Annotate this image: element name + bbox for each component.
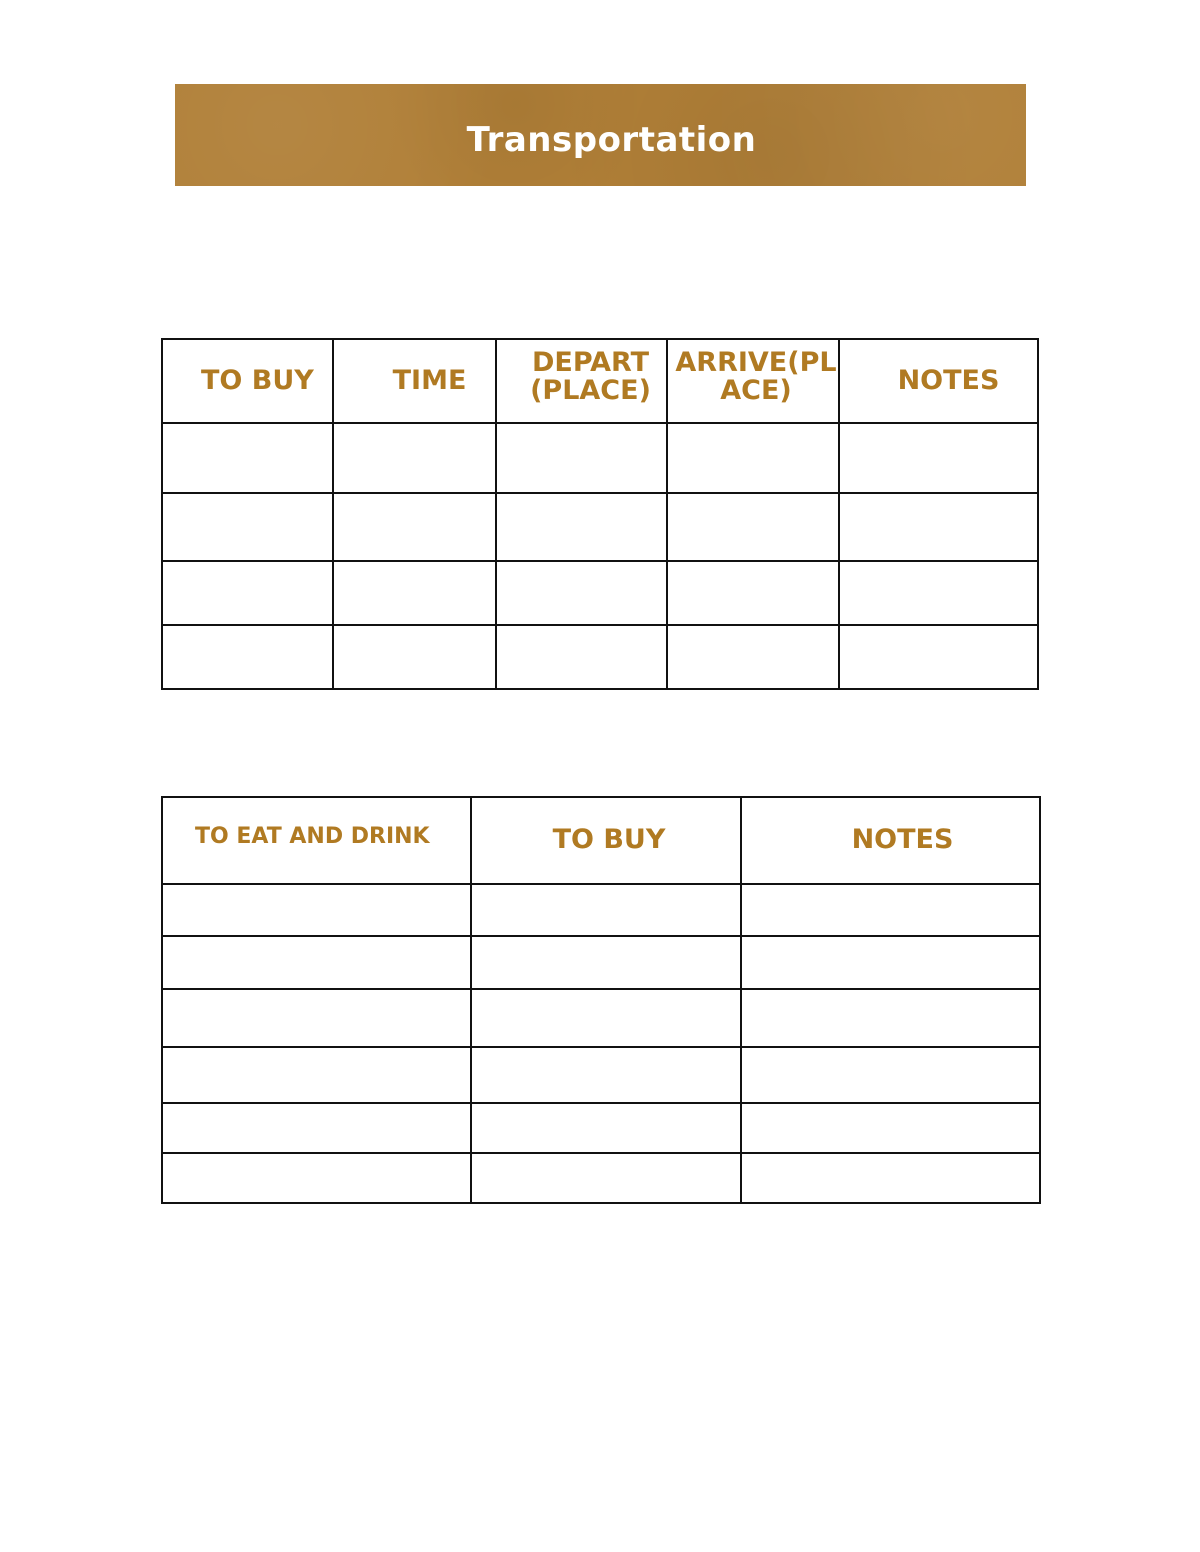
table-cell[interactable] [162, 561, 333, 625]
table-cell[interactable] [839, 561, 1038, 625]
table-row [162, 989, 1040, 1047]
table-cell[interactable] [162, 1103, 471, 1153]
table-row [162, 1047, 1040, 1103]
table-header-row [162, 339, 1038, 423]
header-notes: NOTES [839, 339, 1038, 423]
table-cell[interactable] [496, 493, 667, 561]
table-row [162, 936, 1040, 989]
header-depart-line1: DEPART [531, 346, 650, 378]
table-cell[interactable] [471, 989, 741, 1047]
table-cell[interactable] [741, 884, 1040, 936]
table-cell[interactable] [333, 625, 496, 689]
table-cell[interactable] [839, 423, 1038, 493]
table-cell[interactable] [162, 936, 471, 989]
table-cell[interactable] [496, 423, 667, 493]
header-to-buy: TO BUY [471, 797, 741, 884]
table-row [162, 493, 1038, 561]
table-cell[interactable] [839, 625, 1038, 689]
table-cell[interactable] [162, 989, 471, 1047]
table-cell[interactable] [741, 936, 1040, 989]
table-cell[interactable] [162, 1047, 471, 1103]
table-cell[interactable] [496, 625, 667, 689]
header-to-buy: TO BUY [162, 339, 333, 423]
header-to-eat-and-drink: TO EAT AND DRINK [162, 797, 471, 884]
table-row [162, 1153, 1040, 1203]
table-cell[interactable] [667, 493, 839, 561]
table-cell[interactable] [333, 423, 496, 493]
table-row [162, 884, 1040, 936]
table-cell[interactable] [741, 1047, 1040, 1103]
table-cell[interactable] [667, 561, 839, 625]
header-arrive-place [667, 339, 839, 423]
title-banner [175, 84, 1026, 186]
transportation-table [161, 338, 1039, 690]
table-cell[interactable] [667, 423, 839, 493]
table-cell[interactable] [471, 884, 741, 936]
table-cell[interactable] [471, 1153, 741, 1203]
table-cell[interactable] [471, 1103, 741, 1153]
table-cell[interactable] [162, 625, 333, 689]
table-cell[interactable] [162, 884, 471, 936]
table-row [162, 1103, 1040, 1153]
table-cell[interactable] [471, 936, 741, 989]
table-cell[interactable] [839, 493, 1038, 561]
page-title: Transportation [466, 120, 757, 160]
table-cell[interactable] [741, 1103, 1040, 1153]
header-arrive-line2: ACE) [720, 375, 792, 406]
header-arrive-line1: ARRIVE(PL [675, 346, 837, 378]
food-table [161, 796, 1041, 1204]
table-row [162, 625, 1038, 689]
header-notes: NOTES [741, 797, 1040, 884]
header-depart-place [496, 339, 667, 423]
table-cell[interactable] [496, 561, 667, 625]
table-cell[interactable] [471, 1047, 741, 1103]
table-row [162, 423, 1038, 493]
header-time: TIME [333, 339, 496, 423]
table-row [162, 561, 1038, 625]
table-cell[interactable] [333, 561, 496, 625]
table-cell[interactable] [162, 493, 333, 561]
table-cell[interactable] [162, 1153, 471, 1203]
table-cell[interactable] [162, 423, 333, 493]
header-depart-line2: (PLACE) [530, 375, 651, 406]
table-header-row [162, 797, 1040, 884]
table-cell[interactable] [741, 989, 1040, 1047]
table-cell[interactable] [741, 1153, 1040, 1203]
table-cell[interactable] [667, 625, 839, 689]
table-cell[interactable] [333, 493, 496, 561]
